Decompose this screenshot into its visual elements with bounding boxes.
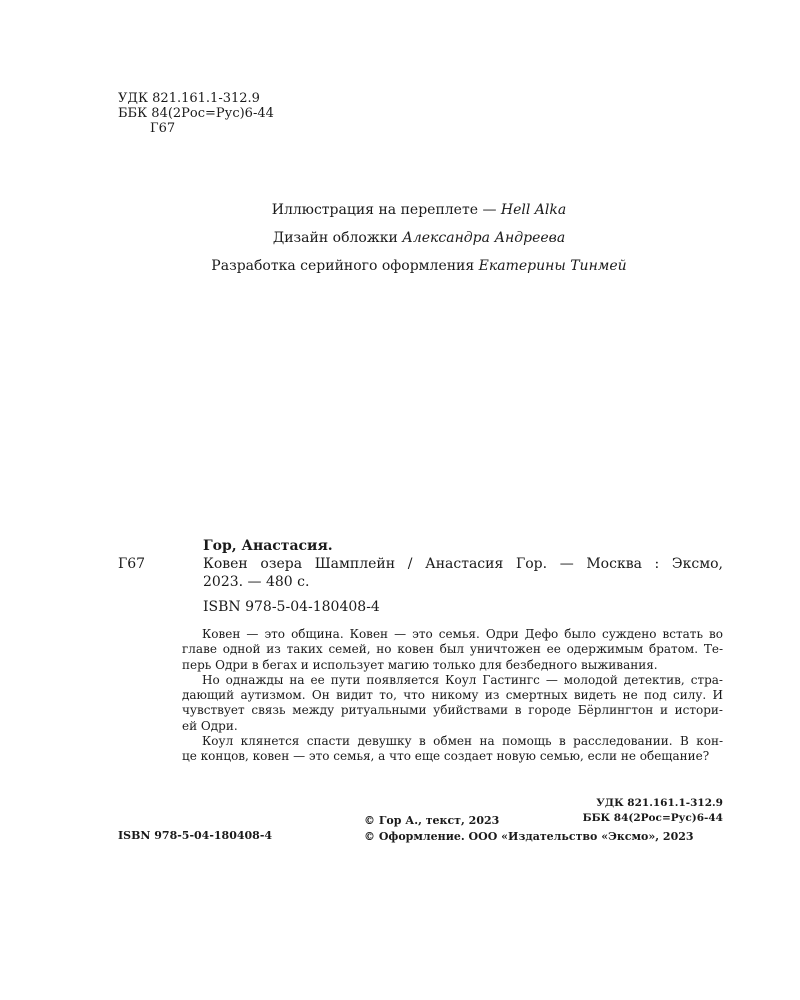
annotation-line: Но однажды на ее пути появляется Коул Гастингс — молодой детектив, стра- <box>202 672 723 687</box>
annotation-line: чувствует связь между ритуальными убийствами в городе Бёрлингтон и истори- <box>182 703 723 718</box>
udk-code: УДК 821.161.1-312.9 <box>118 91 260 106</box>
annotation-line: дающий аутизмом. Он видит то, что никому из смертных видеть не под силу. И <box>182 688 723 703</box>
credit-name: Александра Андреева <box>402 230 566 246</box>
copyright-block <box>364 813 694 845</box>
annotation-line: це концов, ковен — это семья, а что еще создает новую семью, если не обещание? <box>182 749 710 764</box>
annotation-line: перь Одри в бегах и использует магию только для безбедного выживания. <box>182 657 658 672</box>
annotation-line: Коул клянется спасти девушку в обмен на помощь в расследовании. В кон- <box>202 734 723 749</box>
annotation-line: Ковен — это община. Ковен — это семья. Одри Дефо было суждено встать во <box>202 627 723 641</box>
credit-cover-design <box>0 228 800 256</box>
copyright-design: © Оформление. ООО «Издательство «Эксмо», 2023 <box>364 830 694 843</box>
annotation-udk: УДК 821.161.1-312.9 <box>596 797 723 809</box>
bibliographic-line-1: Ковен озера Шамплейн / Анастасия Гор. — Москва : Эксмо, <box>203 556 723 572</box>
credit-name: Hell Alka <box>500 202 567 218</box>
author-heading: Гор, Анастасия. <box>203 538 333 554</box>
isbn-bottom: ISBN 978-5-04-180408-4 <box>118 829 273 842</box>
credit-series-design <box>0 256 800 284</box>
author-mark-top: Г67 <box>150 121 176 136</box>
isbn-catalog: ISBN 978-5-04-180408-4 <box>203 599 380 615</box>
credit-illustration <box>0 200 800 228</box>
copyright-text: © Гор А., текст, 2023 <box>364 814 500 827</box>
bibliographic-line-2: 2023. — 480 с. <box>203 574 310 590</box>
classification-block <box>118 91 274 136</box>
credits-block <box>0 200 800 284</box>
annotation <box>182 627 723 765</box>
credit-label: Разработка серийного оформления <box>211 258 479 274</box>
credit-label: Иллюстрация на переплете — <box>271 202 501 218</box>
bbk-code: ББК 84(2Рос=Рус)6-44 <box>118 106 274 121</box>
credit-name: Екатерины Тинмей <box>478 258 627 274</box>
annotation-bbk: ББК 84(2Рос=Рус)6-44 <box>582 812 723 824</box>
author-mark: Г67 <box>118 556 146 572</box>
annotation-line: ей Одри. <box>182 718 238 733</box>
annotation-line: главе одной из таких семей, но ковен был уничтожен ее одержимым братом. Те- <box>182 642 723 657</box>
credit-label: Дизайн обложки <box>272 230 403 246</box>
